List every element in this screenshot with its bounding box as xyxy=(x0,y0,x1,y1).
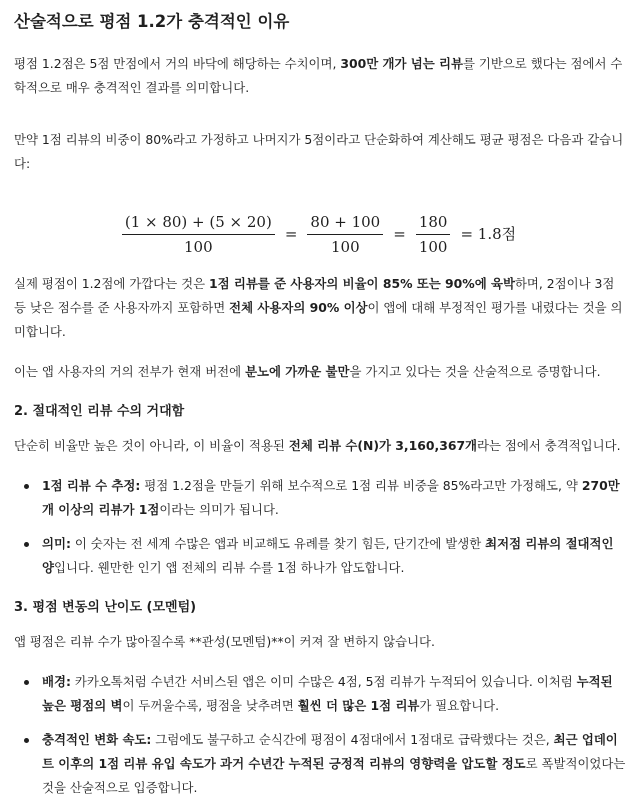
fraction-3 xyxy=(416,212,451,257)
bold-text: 전체 리뷰 수(N)가 3,160,367개 xyxy=(288,438,478,453)
bullet-label: 1점 리뷰 수 추정: xyxy=(42,478,141,493)
list-item xyxy=(42,670,626,718)
denominator-2: 100 xyxy=(331,237,360,256)
section-3-intro: 앱 평점은 리뷰 수가 많아질수록 **관성(모멘텀)**이 커져 잘 변하지 않습니다. xyxy=(14,634,435,649)
list-item xyxy=(42,728,626,800)
average-formula xyxy=(14,204,626,264)
bold-text: 최저점 리뷰의 절대적인 양 xyxy=(42,536,614,575)
section-2-heading: 2. 절대적인 리뷰 수의 거대함 xyxy=(14,404,185,419)
bullet-label: 충격적인 변화 속도: xyxy=(42,732,152,747)
section-3-heading: 3. 평점 변동의 난이도 (모멘텀) xyxy=(14,600,197,615)
text-span: 단순히 비율만 높은 것이 아니라, 이 비율이 적용된 xyxy=(14,438,289,453)
fraction-1 xyxy=(122,212,275,257)
text-span: 가 필요합니다. xyxy=(419,698,500,713)
denominator-1: 100 xyxy=(184,237,213,256)
bold-text: 누적된 높은 평점의 벽 xyxy=(42,674,613,713)
bold-text: 300만 개가 넘는 리뷰 xyxy=(340,56,463,71)
text-span: 이 두꺼울수록, 평점을 낮추려면 xyxy=(122,698,298,713)
numerator-2: 80 + 100 xyxy=(307,212,383,235)
page-title: 산술적으로 평점 1.2가 충격적인 이유 xyxy=(14,12,290,31)
equals-sign: = xyxy=(284,225,298,243)
text-span: 이 숫자는 전 세계 수많은 앱과 비교해도 유례를 찾기 힘든, 단기간에 발생한 xyxy=(70,536,486,551)
paragraph-intro xyxy=(14,52,626,100)
text-span: 그럼에도 불구하고 순식간에 평점이 4점대에서 1점대로 급락했다는 것은, xyxy=(151,732,554,747)
equals-sign: = xyxy=(393,225,406,243)
text-span: 입니다. 웬만한 인기 앱 전체의 리뷰 수를 1점 하나가 압도합니다. xyxy=(53,560,405,575)
text-span: 로 폭발적이었다는 것을 산술적으로 입증합니다. xyxy=(42,756,626,795)
bold-text: 1점 리뷰를 준 사용자의 비율이 85% 또는 90%에 육박 xyxy=(209,276,515,291)
bullet-label: 배경: xyxy=(42,674,71,689)
text-span: 평점 1.2점은 5점 만점에서 거의 바닥에 해당하는 수치이며, xyxy=(14,56,341,71)
section-2-list xyxy=(14,474,626,580)
bold-text: 분노에 가까운 불만 xyxy=(245,364,350,379)
section-3-list xyxy=(14,670,626,800)
bold-text: 전체 사용자의 90% 이상 xyxy=(229,300,368,315)
text-span: 이 앱에 대해 부정적인 평가를 내렸다는 것을 의미합니다. xyxy=(14,300,623,339)
text-span: 을 가지고 있다는 것을 산술적으로 증명합니다. xyxy=(349,364,601,379)
numerator-3: 180 xyxy=(416,212,451,235)
bold-text: 훨씬 더 많은 1점 리뷰 xyxy=(297,698,420,713)
numerator-1: (1 × 80) + (5 × 20) xyxy=(122,212,275,235)
text-span: 카카오톡처럼 수년간 서비스된 앱은 이미 수많은 4점, 5점 리뷰가 누적되어 있습니다. 이처럼 xyxy=(70,674,577,689)
text-span: 를 기반으로 했다는 점에서 수학적으로 매우 충격적인 결과를 의미합니다. xyxy=(14,56,623,95)
fraction-2 xyxy=(307,212,383,257)
bold-text: 최근 업데이트 이후의 1점 리뷰 유입 속도가 과거 수년간 누적된 긍정적 리뷰의 영향력을 압도할 정도 xyxy=(42,732,618,771)
paragraph-conclusion xyxy=(14,360,626,384)
bold-text: 270만 개 이상의 리뷰가 1점 xyxy=(42,478,620,517)
text-span: 라는 점에서 충격적입니다. xyxy=(477,438,621,453)
list-item xyxy=(42,474,626,522)
paragraph-ratio xyxy=(14,272,626,344)
formula-result: = 1.8점 xyxy=(460,225,517,243)
bullet-label: 의미: xyxy=(42,536,71,551)
denominator-3: 100 xyxy=(418,237,448,256)
text-span: 이는 앱 사용자의 거의 전부가 현재 버전에 xyxy=(14,364,246,379)
text-span: 평점 1.2점을 만들기 위해 보수적으로 1점 리뷰 비중을 85%라고만 가정해도, 약 xyxy=(140,478,582,493)
text-span: 하며, 2점이나 3점 등 낮은 점수를 준 사용자까지 포함하면 xyxy=(14,276,615,315)
text-span: 실제 평점이 1.2점에 가깝다는 것은 xyxy=(14,276,209,291)
paragraph-assumption: 만약 1점 리뷰의 비중이 80%라고 가정하고 나머지가 5점이라고 단순화하여 계산해도 평균 평점은 다음과 같습니다: xyxy=(14,132,624,171)
list-item xyxy=(42,532,626,580)
text-span: 이라는 의미가 됩니다. xyxy=(159,502,279,517)
section-2-intro xyxy=(14,434,626,458)
